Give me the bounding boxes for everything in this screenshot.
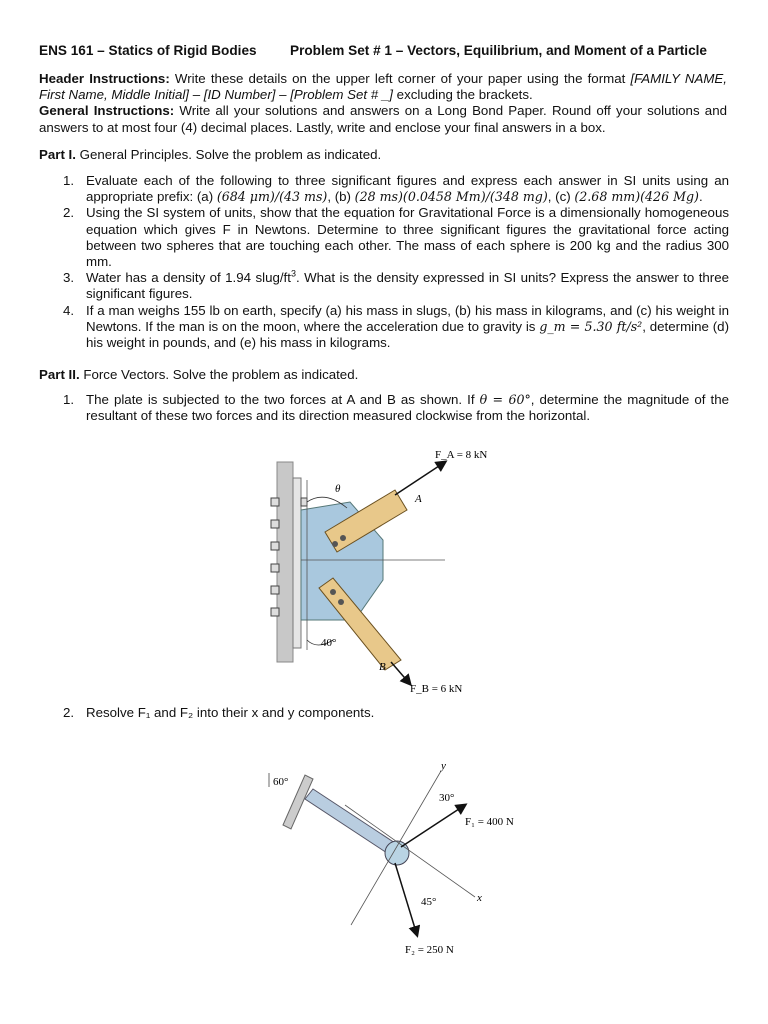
part2-item-1: 1. The plate is subjected to the two forces at A and B as shown. If θ = 60°, determine the magnitude of the resultant of these two forces and its direction measured clockwise from the horizontal.: [63, 392, 729, 424]
x-axis: [345, 805, 475, 897]
part2-item-2: 2. Resolve F₁ and F₂ into their x and y components.: [63, 705, 375, 720]
force-a-arrow: [395, 462, 445, 495]
part2-list-b: [39, 705, 729, 721]
figure-plate-forces: [255, 440, 515, 700]
fa-label: F_A = 8 kN: [435, 449, 488, 461]
general-instructions: General Instructions: Write all your solutions and answers on a Long Bond Paper. Round off your solutions and answers to at most four (4) decimal places. Lastly, write and enclose your final answers in a box.: [39, 103, 727, 135]
point-a-label: A: [415, 493, 422, 505]
part2-list: [39, 392, 729, 424]
angle-60-label: 60°: [273, 776, 289, 788]
part2-heading: Part II. Force Vectors. Solve the problem as indicated.: [39, 367, 359, 382]
wall: [277, 462, 293, 662]
part1-item-4: 4. If a man weighs 155 lb on earth, specify (a) his mass in slugs, (b) his mass in kilograms, and (c) his weight in Newtons. If the man is on the moon, where the acceleration due to gravity is g_m = 5.30 ft/s², determine (d) his weight in pounds, and (e) his mass in kilograms.: [63, 302, 729, 351]
part1-item-3: 3. Water has a density of 1.94 slug/$ft^3$. What is the density expressed in SI units? Express the answer to three significant figures.: [63, 268, 729, 302]
bracket-member: [305, 789, 395, 853]
header-instructions: Header Instructions: Write these details on the upper left corner of your paper using the format [FAMILY NAME, First Name, Middle Initial] – [ID Number] – [Problem Set # _] excluding the brackets.: [39, 71, 727, 103]
f2-label: F₂ = 250 N: [405, 944, 454, 956]
f1-arrow: [401, 805, 465, 847]
mount-plate: [293, 478, 301, 648]
theta-label: θ: [335, 483, 341, 495]
point-b-label: B: [379, 661, 386, 673]
document-title: [39, 43, 729, 59]
angle-30-label: 30°: [439, 792, 455, 804]
f2-arrow: [395, 863, 417, 935]
f1-label: F₁ = 400 N: [465, 816, 514, 828]
instructions-block: [39, 71, 727, 136]
fb-label: F_B = 6 kN: [410, 683, 463, 695]
figure-bracket-forces: [255, 755, 535, 960]
angle-45-label: 45°: [421, 896, 437, 908]
x-axis-label: x: [477, 892, 482, 904]
part1-list: [39, 173, 729, 351]
force-b-arrow: [391, 662, 410, 684]
y-axis-label: y: [441, 760, 446, 772]
part1-item-2: 2. Using the SI system of units, show that the equation for Gravitational Force is a dimensionally homogeneous equation which gives F in Newtons. Determine to three significant figures the gravitational force acting between two spheres that are touching each other. The mass of each sphere is 200 kg and the radius 300 mm.: [63, 205, 729, 270]
part1-heading: Part I. General Principles. Solve the problem as indicated.: [39, 147, 382, 162]
course-title: ENS 161 – Statics of Rigid Bodies: [39, 43, 257, 58]
part1-item-1: 1. Evaluate each of the following to three significant figures and express each answer in SI units using an appropriate prefix: (a) (684 μm)/(43 ms), (b) (28 ms)(0.0458 Mm)/(348 mg), (c) (2.68 mm)(426 Mg).: [63, 173, 729, 205]
angle-40-label: 40°: [321, 637, 337, 649]
problem-set-title: Problem Set # 1 – Vectors, Equilibrium, and Moment of a Particle: [290, 43, 707, 58]
